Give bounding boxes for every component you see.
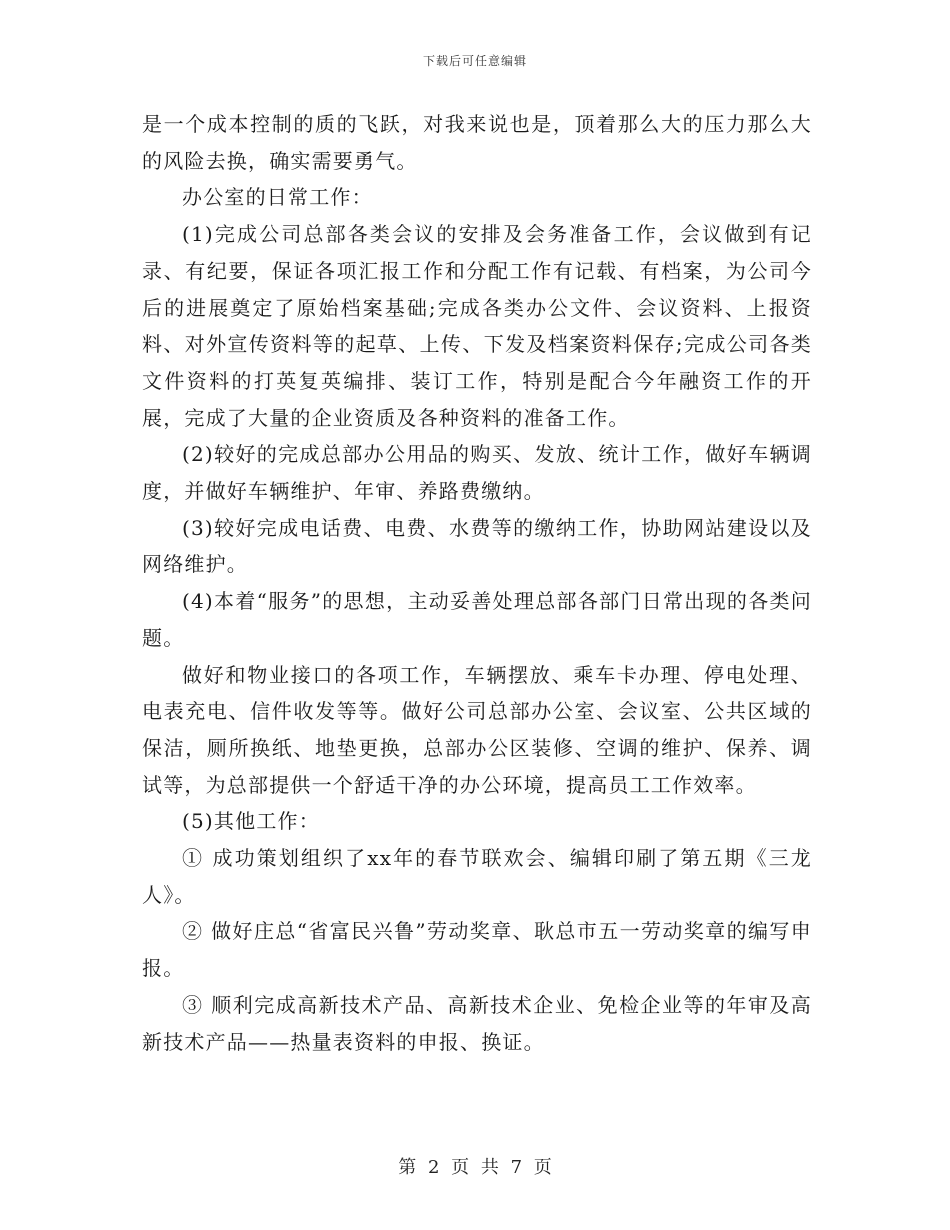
paragraph-10: ② 做好庄总“省富民兴鲁”劳动奖章、耿总市五一劳动奖章的编写申报。 [142,919,812,981]
page-header: 下载后可任意编辑 [422,54,527,68]
paragraph-8: (5)其他工作： [182,809,320,834]
paragraph-5: (3)较好完成电话费、电费、水费等的缴纳工作，协助网站建设以及网络维护。 [142,515,812,577]
paragraph-7: 做好和物业接口的各项工作，车辆摆放、乘车卡办理、停电处理、电表充电、信件收发等等。做好公司总部办公室、会议室、公共区域的保洁，厕所换纸、地垫更换，总部办公区装修、空调的维护、保养、调试等，为总部提供一个舒适干净的办公环境，提高员工工作效率。 [142,662,812,797]
paragraph-11: ③ 顺利完成高新技术产品、高新技术企业、免检企业等的年审及高新技术产品——热量表资料的申报、换证。 [142,992,812,1054]
document-body [142,106,812,1060]
paragraph-9: ① 成功策划组织了xx年的春节联欢会、编辑印刷了第五期《三龙人》。 [142,846,812,907]
paragraph-3: (1)完成公司总部各类会议的安排及会务准备工作，会议做到有记录、有纪要，保证各项汇报工作和分配工作有记载、有档案，为公司今后的进展奠定了原始档案基础;完成各类办公文件、会议资料、上报资料、对外宣传资料等的起草、上传、下发及档案资料保存;完成公司各类文件资料的打英复英编排、装订工作，特别是配合今年融资工作的开展，完成了大量的企业资质及各种资料的准备工作。 [142,222,812,430]
paragraph-1: 是一个成本控制的质的飞跃，对我来说也是，顶着那么大的压力那么大的风险去换，确实需要勇气。 [142,112,812,173]
paragraph-4: (2)较好的完成总部办公用品的购买、发放、统计工作，做好车辆调度，并做好车辆维护、年审、养路费缴纳。 [142,442,812,504]
paragraph-2: 办公室的日常工作： [182,185,373,210]
paragraph-6: (4)本着“服务”的思想，主动妥善处理总部各部门日常出现的各类问题。 [142,589,812,650]
page-number: 第 2 页 共 7 页 [398,1157,552,1178]
